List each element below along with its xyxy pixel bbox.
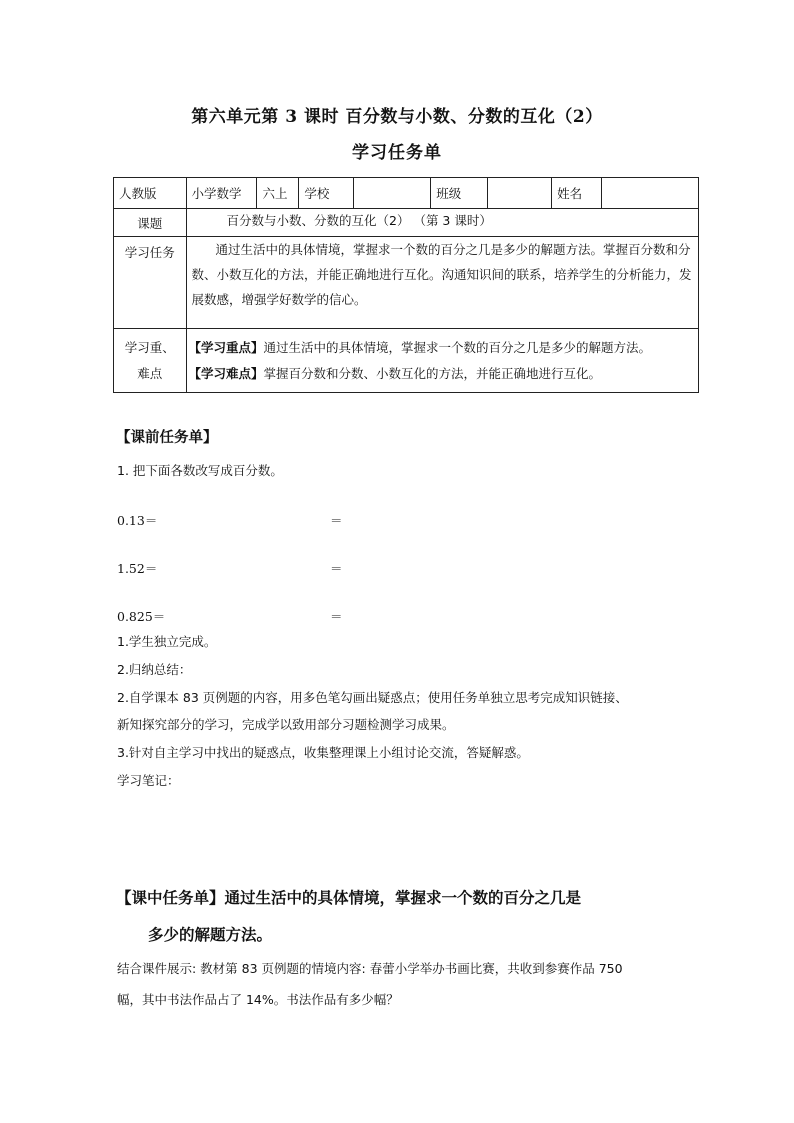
class-field[interactable] xyxy=(488,178,552,209)
equation-right: ＝ xyxy=(330,609,343,624)
question-1: 1. 把下面各数改写成百分数。 xyxy=(117,463,283,478)
grade-cell: 六上 xyxy=(257,178,299,209)
equation-left: 0.13＝ xyxy=(117,513,158,528)
subject-cell: 小学数学 xyxy=(186,178,257,209)
in-class-heading-cont: 多少的解题方法。 xyxy=(148,925,273,944)
focus-label-line: 学习重、 xyxy=(124,339,175,355)
pre-class-heading: 【课前任务单】 xyxy=(116,429,218,446)
info-table xyxy=(113,177,699,393)
focus-cell xyxy=(186,329,698,393)
task-label: 学习任务 xyxy=(114,237,187,329)
publisher-cell: 人教版 xyxy=(114,178,187,209)
class-label: 班级 xyxy=(431,178,488,209)
school-field[interactable] xyxy=(354,178,431,209)
table-row xyxy=(114,329,699,393)
table-row xyxy=(114,209,699,237)
task-cell xyxy=(186,237,698,329)
table-row xyxy=(114,178,699,209)
in-class-heading: 【课中任务单】通过生活中的具体情境，掌握求一个数的百分之几是 xyxy=(116,888,582,907)
document-subtitle: 学习任务单 xyxy=(352,143,442,163)
focus-label-line: 难点 xyxy=(137,365,163,381)
study-notes-label: 学习笔记： xyxy=(117,773,180,788)
in-class-text: 幅，其中书法作品占了 14%。书法作品有多少幅？ xyxy=(117,992,399,1007)
name-label: 姓名 xyxy=(552,178,602,209)
in-class-text: 结合课件展示: 教材第 83 页例题的情境内容: 春蕾小学举办书画比赛，共收到参赛作品 750 xyxy=(117,961,623,976)
equation-left: 1.52＝ xyxy=(117,561,158,576)
name-field[interactable] xyxy=(602,178,699,209)
equation-left: 0.825＝ xyxy=(117,609,166,624)
step-line: 2.自学课本 83 页例题的内容，用多色笔勾画出疑惑点；使用任务单独立思考完成知识链接、 xyxy=(117,690,628,705)
equation-right: ＝ xyxy=(330,561,343,576)
table-row xyxy=(114,237,699,329)
step-line: 2.归纳总结： xyxy=(117,662,192,677)
step-line: 1.学生独立完成。 xyxy=(117,634,217,649)
key-point-line xyxy=(189,335,693,361)
equation-right: ＝ xyxy=(330,513,343,528)
step-line: 新知探究部分的学习，完成学以致用部分习题检测学习成果。 xyxy=(117,717,455,732)
task-value: 通过生活中的具体情境，掌握求一个数的百分之几是多少的解题方法。掌握百分数和分数、小数互化的方法，并能正确地进行互化。沟通知识间的联系，培养学生的分析能力，发展数感，增强学好数学的信心。 xyxy=(191,242,692,307)
key-point-tag: 【学习重点】 xyxy=(188,339,264,355)
step-line: 3.针对自主学习中找出的疑惑点，收集整理课上小组讨论交流，答疑解惑。 xyxy=(117,745,529,760)
difficulty-line xyxy=(189,361,693,387)
course-value: 百分数与小数、分数的互化（2） （第 3 课时） xyxy=(186,209,698,237)
key-point-text: 通过生活中的具体情境，掌握求一个数的百分之几是多少的解题方法。 xyxy=(263,339,652,355)
course-label: 课题 xyxy=(114,209,187,237)
document-title: 第六单元第 3 课时 百分数与小数、分数的互化（2） xyxy=(191,107,603,127)
focus-label xyxy=(114,329,187,393)
difficulty-tag: 【学习难点】 xyxy=(188,365,264,381)
school-label: 学校 xyxy=(299,178,354,209)
difficulty-text: 掌握百分数和分数、小数互化的方法，并能正确地进行互化。 xyxy=(263,365,602,381)
